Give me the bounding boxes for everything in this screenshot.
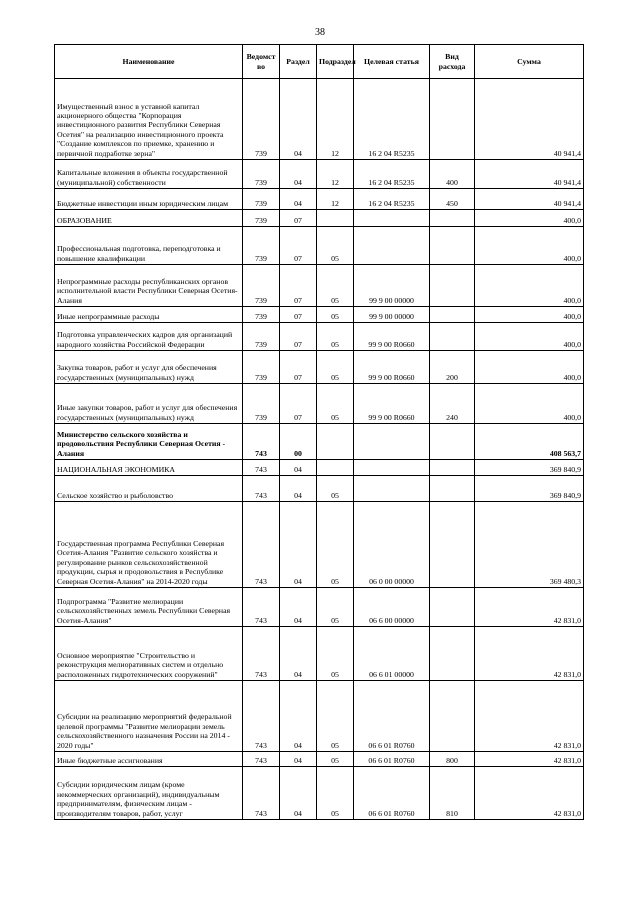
row-celevaya-cell: 99 9 00 R0660	[354, 351, 430, 384]
row-summa-cell: 40 941,4	[475, 160, 584, 189]
table-row	[55, 351, 584, 384]
row-name-cell: Государственная программа Республики Северная Осетия-Алания "Развитие сельского хозяйства и регулирование рынков сельскохозяйственной продукции, сырья и продовольствия в Республике Северная Осетия-Алания" на 2014-2020 годы	[55, 502, 243, 588]
row-podrazdel-cell: 12	[317, 160, 354, 189]
table-row	[55, 752, 584, 767]
row-podrazdel-cell: 12	[317, 189, 354, 210]
row-podrazdel-cell	[317, 210, 354, 227]
row-razdel-cell: 00	[280, 424, 317, 460]
header-vid: Вид расхода	[430, 45, 475, 79]
table-row	[55, 323, 584, 351]
row-podrazdel-cell: 05	[317, 502, 354, 588]
row-razdel-cell: 07	[280, 265, 317, 307]
row-podrazdel-cell: 05	[317, 476, 354, 502]
row-vid-cell	[430, 424, 475, 460]
row-podrazdel-cell: 05	[317, 627, 354, 681]
row-summa-cell: 40 941,4	[475, 189, 584, 210]
row-razdel-cell: 07	[280, 307, 317, 323]
row-celevaya-cell: 06 6 01 00000	[354, 627, 430, 681]
row-vid-cell	[430, 502, 475, 588]
row-ved-cell: 739	[243, 210, 280, 227]
row-razdel-cell: 04	[280, 752, 317, 767]
row-vid-cell	[430, 265, 475, 307]
row-celevaya-cell: 99 9 00 00000	[354, 265, 430, 307]
row-name-cell: Министерство сельского хозяйства и продовольствия Республики Северная Осетия - Алания	[55, 424, 243, 460]
row-celevaya-cell: 99 9 00 R0660	[354, 323, 430, 351]
row-celevaya-cell: 06 0 00 00000	[354, 502, 430, 588]
table-row	[55, 460, 584, 476]
table-row	[55, 767, 584, 820]
header-summa: Сумма	[475, 45, 584, 79]
row-vid-cell	[430, 588, 475, 627]
row-summa-cell: 42 831,0	[475, 627, 584, 681]
row-celevaya-cell: 06 6 01 R0760	[354, 681, 430, 752]
row-name-cell: НАЦИОНАЛЬНАЯ ЭКОНОМИКА	[55, 460, 243, 476]
row-vid-cell: 450	[430, 189, 475, 210]
row-name-cell: Подпрограмма "Развитие мелиорации сельскохозяйственных земель Республики Северная Осетия-Алания"	[55, 588, 243, 627]
row-name-cell: Иные непрограммные расходы	[55, 307, 243, 323]
row-ved-cell: 743	[243, 588, 280, 627]
row-name-cell: Имущественный взнос в уставной капитал акционерного общества "Корпорация инвестиционного развития Республики Северная Осетия" на реализацию инвестиционного проекта "Создание комплексов по приемке, хранению и первичной подработке зерна"	[55, 79, 243, 160]
row-name-cell: Основное мероприятие "Строительство и реконструкция мелиоративных систем и отдельно расположенных гидротехнических сооружений"	[55, 627, 243, 681]
row-name-cell: Иные закупки товаров, работ и услуг для обеспечения государственных (муниципальных) нужд	[55, 384, 243, 424]
row-razdel-cell: 04	[280, 588, 317, 627]
row-celevaya-cell	[354, 476, 430, 502]
row-summa-cell: 42 831,0	[475, 767, 584, 820]
row-summa-cell: 400,0	[475, 210, 584, 227]
table-row	[55, 160, 584, 189]
row-podrazdel-cell: 05	[317, 265, 354, 307]
table-row	[55, 502, 584, 588]
row-vid-cell: 810	[430, 767, 475, 820]
page-number: 38	[315, 27, 325, 38]
row-ved-cell: 743	[243, 502, 280, 588]
row-name-cell: Субсидии на реализацию мероприятий федеральной целевой программы "Развитие мелиорации земель сельскохозяйственного назначения России на 2014 - 2020 годы"	[55, 681, 243, 752]
row-vid-cell	[430, 460, 475, 476]
row-celevaya-cell: 99 9 00 R0660	[354, 384, 430, 424]
table-row	[55, 210, 584, 227]
row-ved-cell: 739	[243, 384, 280, 424]
row-razdel-cell: 07	[280, 323, 317, 351]
row-vid-cell	[430, 79, 475, 160]
table-row	[55, 476, 584, 502]
row-razdel-cell: 04	[280, 189, 317, 210]
row-razdel-cell: 04	[280, 681, 317, 752]
row-podrazdel-cell: 05	[317, 384, 354, 424]
table-row	[55, 189, 584, 210]
row-summa-cell: 400,0	[475, 384, 584, 424]
header-name: Наименование	[55, 45, 243, 79]
row-razdel-cell: 04	[280, 627, 317, 681]
row-vid-cell: 400	[430, 160, 475, 189]
row-celevaya-cell: 16 2 04 R5235	[354, 79, 430, 160]
row-summa-cell: 42 831,0	[475, 681, 584, 752]
row-celevaya-cell: 16 2 04 R5235	[354, 189, 430, 210]
row-ved-cell: 739	[243, 307, 280, 323]
row-vid-cell	[430, 323, 475, 351]
budget-table	[54, 44, 584, 820]
table-row	[55, 79, 584, 160]
table-row	[55, 424, 584, 460]
row-name-cell: Субсидии юридическим лицам (кроме некоммерческих организаций), индивидуальным предпринимателям, физическим лицам - производителям товаров, работ, услуг	[55, 767, 243, 820]
table-row	[55, 307, 584, 323]
row-celevaya-cell	[354, 460, 430, 476]
row-ved-cell: 739	[243, 227, 280, 265]
row-razdel-cell: 04	[280, 79, 317, 160]
row-celevaya-cell	[354, 424, 430, 460]
row-celevaya-cell: 16 2 04 R5235	[354, 160, 430, 189]
row-razdel-cell: 07	[280, 351, 317, 384]
row-vid-cell: 800	[430, 752, 475, 767]
table-row	[55, 627, 584, 681]
header-ved: Ведомст во	[243, 45, 280, 79]
header-podrazdel: Подраздел	[317, 45, 354, 79]
row-summa-cell: 408 563,7	[475, 424, 584, 460]
row-vid-cell	[430, 681, 475, 752]
row-name-cell: Иные бюджетные ассигнования	[55, 752, 243, 767]
row-ved-cell: 743	[243, 460, 280, 476]
row-razdel-cell: 04	[280, 160, 317, 189]
row-razdel-cell: 04	[280, 767, 317, 820]
row-podrazdel-cell: 05	[317, 681, 354, 752]
row-podrazdel-cell: 05	[317, 767, 354, 820]
row-name-cell: Профессиональная подготовка, переподготовка и повышение квалификации	[55, 227, 243, 265]
row-podrazdel-cell: 05	[317, 227, 354, 265]
table-row	[55, 227, 584, 265]
row-ved-cell: 743	[243, 681, 280, 752]
row-name-cell: ОБРАЗОВАНИЕ	[55, 210, 243, 227]
row-celevaya-cell: 06 6 00 00000	[354, 588, 430, 627]
row-vid-cell	[430, 210, 475, 227]
row-ved-cell: 743	[243, 627, 280, 681]
row-vid-cell	[430, 307, 475, 323]
row-podrazdel-cell: 05	[317, 351, 354, 384]
table-row	[55, 681, 584, 752]
header-celevaya: Целевая статья	[354, 45, 430, 79]
row-summa-cell: 400,0	[475, 227, 584, 265]
row-ved-cell: 739	[243, 79, 280, 160]
row-summa-cell: 400,0	[475, 351, 584, 384]
row-podrazdel-cell: 05	[317, 323, 354, 351]
row-celevaya-cell	[354, 210, 430, 227]
row-vid-cell	[430, 227, 475, 265]
row-ved-cell: 743	[243, 476, 280, 502]
row-name-cell: Непрограммные расходы республиканских органов исполнительной власти Республики Северная Осетия-Алания	[55, 265, 243, 307]
row-ved-cell: 739	[243, 160, 280, 189]
table-row	[55, 588, 584, 627]
row-razdel-cell: 07	[280, 384, 317, 424]
row-name-cell: Сельское хозяйство и рыболовство	[55, 476, 243, 502]
row-razdel-cell: 04	[280, 460, 317, 476]
row-razdel-cell: 04	[280, 476, 317, 502]
row-name-cell: Подготовка управленческих кадров для организаций народного хозяйства Российской Федерации	[55, 323, 243, 351]
row-ved-cell: 739	[243, 323, 280, 351]
row-summa-cell: 400,0	[475, 307, 584, 323]
row-summa-cell: 400,0	[475, 323, 584, 351]
row-vid-cell: 240	[430, 384, 475, 424]
row-summa-cell: 40 941,4	[475, 79, 584, 160]
row-celevaya-cell	[354, 227, 430, 265]
row-summa-cell: 369 480,3	[475, 502, 584, 588]
row-summa-cell: 369 840,9	[475, 460, 584, 476]
row-ved-cell: 743	[243, 767, 280, 820]
row-podrazdel-cell	[317, 424, 354, 460]
header-razdel: Раздел	[280, 45, 317, 79]
row-podrazdel-cell: 05	[317, 307, 354, 323]
row-podrazdel-cell: 05	[317, 588, 354, 627]
row-ved-cell: 743	[243, 424, 280, 460]
row-name-cell: Капитальные вложения в объекты государственной (муниципальной) собственности	[55, 160, 243, 189]
row-celevaya-cell: 06 6 01 R0760	[354, 767, 430, 820]
table-row	[55, 265, 584, 307]
table-row	[55, 384, 584, 424]
row-podrazdel-cell: 12	[317, 79, 354, 160]
row-podrazdel-cell: 05	[317, 752, 354, 767]
row-razdel-cell: 07	[280, 210, 317, 227]
row-summa-cell: 42 831,0	[475, 752, 584, 767]
row-vid-cell	[430, 476, 475, 502]
table-header-row	[55, 45, 584, 79]
row-name-cell: Бюджетные инвестиции иным юридическим лицам	[55, 189, 243, 210]
row-summa-cell: 400,0	[475, 265, 584, 307]
row-razdel-cell: 07	[280, 227, 317, 265]
row-summa-cell: 369 840,9	[475, 476, 584, 502]
row-podrazdel-cell	[317, 460, 354, 476]
row-ved-cell: 743	[243, 752, 280, 767]
row-ved-cell: 739	[243, 265, 280, 307]
row-celevaya-cell: 06 6 01 R0760	[354, 752, 430, 767]
row-celevaya-cell: 99 9 00 00000	[354, 307, 430, 323]
row-summa-cell: 42 831,0	[475, 588, 584, 627]
row-name-cell: Закупка товаров, работ и услуг для обеспечения государственных (муниципальных) нужд	[55, 351, 243, 384]
row-vid-cell	[430, 627, 475, 681]
row-razdel-cell: 04	[280, 502, 317, 588]
row-ved-cell: 739	[243, 351, 280, 384]
row-vid-cell: 200	[430, 351, 475, 384]
row-ved-cell: 739	[243, 189, 280, 210]
